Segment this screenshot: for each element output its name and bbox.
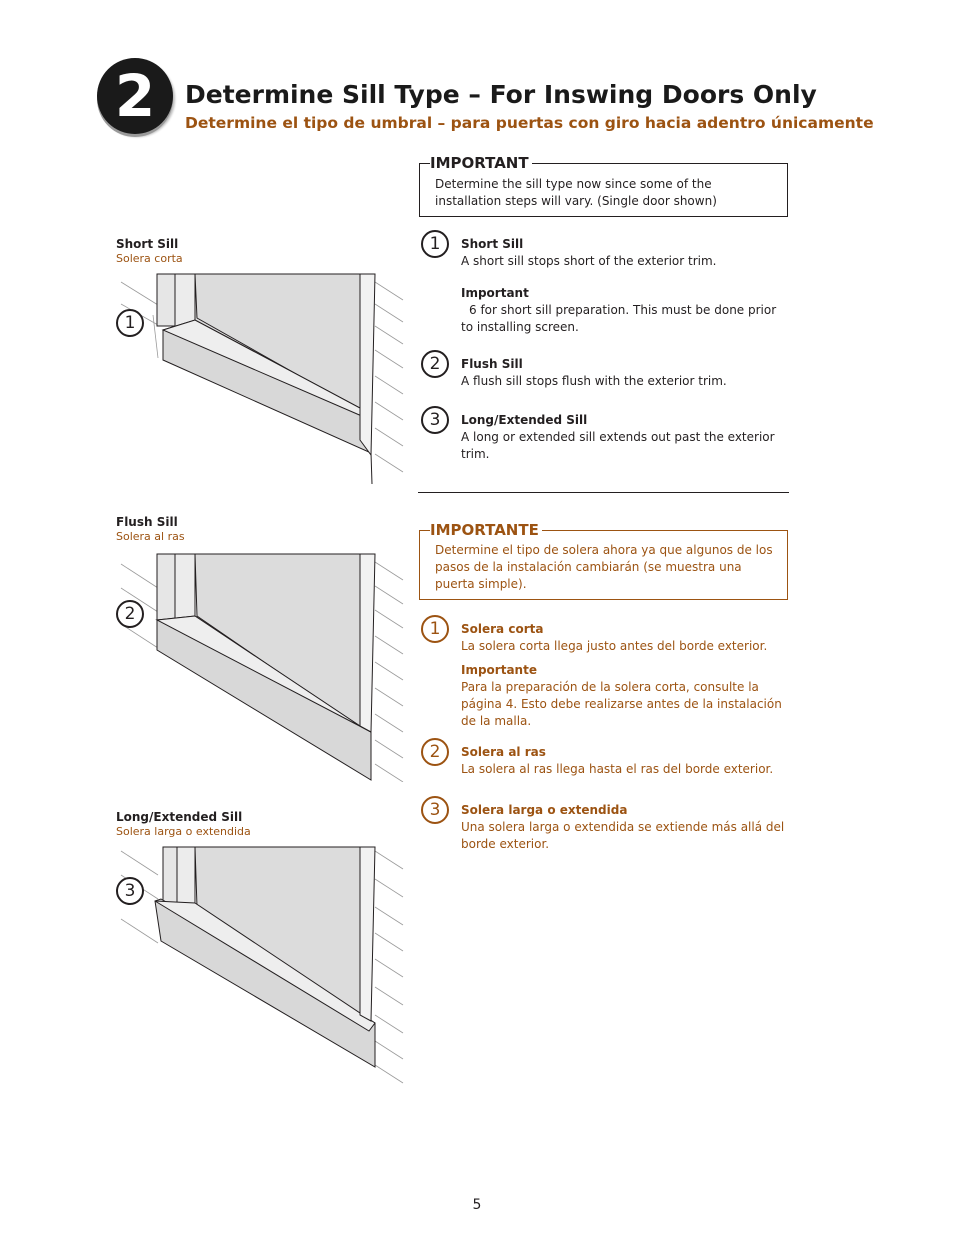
item-number-badge: 3: [421, 406, 449, 434]
item-text: La solera corta llega justo antes del borde exterior.: [461, 639, 768, 653]
item-text: A short sill stops short of the exterior trim.: [461, 254, 717, 268]
page-subtitle: Determine el tipo de umbral – para puertas con giro hacia adentro únicamente: [185, 114, 874, 132]
item-text: La solera al ras llega hasta el ras del borde exterior.: [461, 762, 774, 776]
item-flush-sill-es: [461, 744, 786, 778]
item-title: Important: [461, 286, 529, 300]
figure-caption-es: Solera al ras: [116, 530, 185, 543]
figure-caption-es: Solera corta: [116, 252, 183, 265]
important-note-es: [419, 521, 788, 600]
important-text: Determine the sill type now since some of the installation steps will vary. (Single door shown): [435, 177, 717, 208]
important-label: IMPORTANT: [430, 153, 532, 173]
item-long-sill-en: [461, 412, 786, 463]
item-title: Short Sill: [461, 237, 524, 251]
page-number: 5: [472, 1197, 482, 1213]
item-number-badge: 1: [421, 615, 449, 643]
figure-caption-es: Solera larga o extendida: [116, 825, 251, 838]
figure-caption-short-sill: [116, 237, 183, 265]
item-short-sill-en: [461, 236, 786, 270]
item-number-badge: 1: [421, 230, 449, 258]
flush-sill-illustration: [113, 550, 413, 782]
item-important-en: [461, 285, 786, 336]
figure-number-badge: 2: [116, 600, 144, 628]
important-note-en: [419, 154, 788, 217]
figure-caption-en: Long/Extended Sill: [116, 810, 243, 824]
long-extended-sill-illustration: [113, 845, 413, 1085]
item-number-badge: 3: [421, 796, 449, 824]
item-number-badge: 2: [421, 350, 449, 378]
item-short-sill-es: [461, 621, 786, 655]
item-title: Flush Sill: [461, 357, 523, 371]
figure-number-badge: 1: [116, 309, 144, 337]
figure-number-badge: 3: [116, 877, 144, 905]
item-title: Solera larga o extendida: [461, 803, 628, 817]
section-divider: [418, 492, 789, 493]
important-label: IMPORTANTE: [430, 520, 542, 540]
item-long-sill-es: [461, 802, 786, 853]
short-sill-illustration: [113, 270, 413, 490]
item-important-es: [461, 662, 786, 730]
item-text: 6 for short sill preparation. This must be done prior to installing screen.: [461, 303, 777, 334]
item-title: Solera al ras: [461, 745, 546, 759]
item-title: Long/Extended Sill: [461, 413, 588, 427]
item-text: Para la preparación de la solera corta, consulte la página 4. Esto debe realizarse antes de la instalación de la malla.: [461, 680, 782, 728]
important-text: Determine el tipo de solera ahora ya que algunos de los pasos de la instalación cambiarán (se muestra una puerta simple).: [435, 543, 773, 591]
figure-caption-en: Flush Sill: [116, 515, 178, 529]
item-number-badge: 2: [421, 738, 449, 766]
figure-caption-flush-sill: [116, 515, 185, 543]
page-title: Determine Sill Type – For Inswing Doors Only: [185, 80, 817, 109]
item-title: Solera corta: [461, 622, 544, 636]
figure-caption-en: Short Sill: [116, 237, 179, 251]
figure-caption-long-sill: [116, 810, 251, 838]
item-text: A long or extended sill extends out past the exterior trim.: [461, 430, 775, 461]
item-text: Una solera larga o extendida se extiende más allá del borde exterior.: [461, 820, 785, 851]
item-flush-sill-en: [461, 356, 786, 390]
item-title: Importante: [461, 663, 537, 677]
item-text: A flush sill stops flush with the exterior trim.: [461, 374, 727, 388]
step-number-badge: 2: [97, 58, 173, 134]
